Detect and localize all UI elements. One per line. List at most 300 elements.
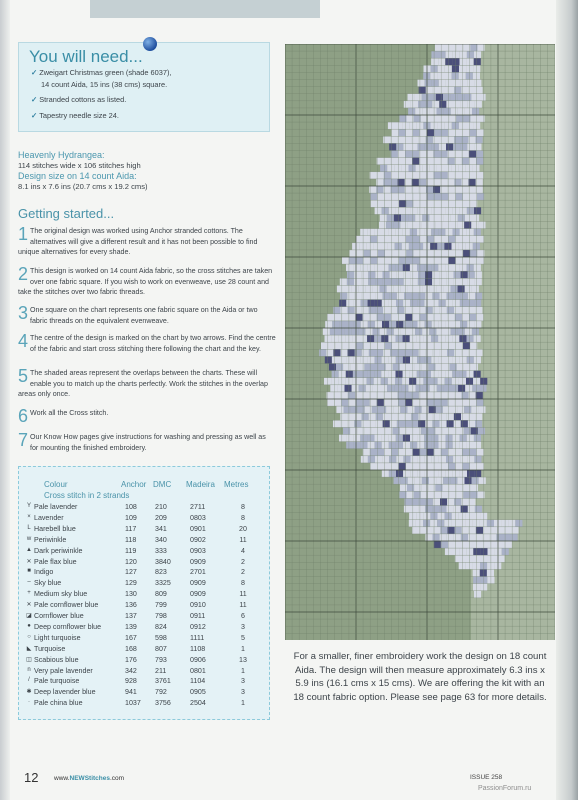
stitch-cell — [453, 456, 460, 463]
stitch-cell — [369, 413, 376, 420]
key-row — [24, 558, 264, 569]
stitch-cell — [346, 264, 353, 271]
stitch-cell — [418, 456, 425, 463]
stitch-cell — [368, 321, 375, 328]
stitch-cell — [418, 293, 425, 300]
stitch-cell — [389, 356, 396, 363]
stitch-cell — [461, 420, 468, 427]
stitch-cell — [366, 243, 373, 250]
stitch-cell — [392, 342, 399, 349]
stitch-cell — [398, 151, 405, 158]
stitch-cell — [406, 463, 413, 470]
stitch-cell — [431, 335, 438, 342]
stitch-cell — [459, 243, 466, 250]
stitch-cell — [404, 278, 411, 285]
key-metres: 6 — [241, 612, 245, 620]
stitch-cell — [357, 250, 364, 257]
stitch-cell — [417, 335, 424, 342]
header-strip — [90, 0, 320, 18]
stitch-cell — [431, 229, 438, 236]
stitch-cell — [406, 342, 413, 349]
key-madeira: 0909 — [190, 579, 206, 588]
step-7 — [18, 432, 276, 453]
stitch-cell — [456, 200, 463, 207]
stitch-cell — [417, 356, 424, 363]
stitch-cell — [340, 307, 347, 314]
stitch-cell — [387, 285, 394, 292]
stitch-cell — [451, 214, 458, 221]
stitch-cell — [357, 342, 364, 349]
stitch-cell — [406, 129, 413, 136]
stitch-cell — [437, 108, 444, 115]
stitch-cell — [408, 285, 415, 292]
stitch-cell — [420, 449, 427, 456]
step-text: Work all the Cross stitch. — [30, 409, 109, 417]
stitch-cell — [468, 349, 475, 356]
stitch-cell — [473, 548, 480, 555]
stitch-cell — [463, 250, 470, 257]
stitch-cell — [407, 115, 414, 122]
stitch-cell — [417, 442, 424, 449]
stitch-cell — [448, 158, 455, 165]
stitch-cell — [321, 342, 328, 349]
stitch-cell — [383, 413, 390, 420]
stitch-cell — [419, 151, 426, 158]
stitch-cell — [424, 300, 431, 307]
stitch-cell — [431, 207, 438, 214]
stitch-cell — [404, 101, 411, 108]
stitch-cell — [505, 541, 512, 548]
stitch-cell — [416, 243, 423, 250]
stitch-cell — [410, 335, 417, 342]
stitch-cell — [363, 449, 370, 456]
key-row — [24, 547, 264, 558]
stitch-cell — [394, 328, 401, 335]
stitch-cell — [349, 257, 356, 264]
key-dmc: 807 — [155, 644, 167, 653]
stitch-cell — [443, 222, 450, 229]
stitch-cell — [441, 463, 448, 470]
stitch-cell — [353, 435, 360, 442]
stitch-cell — [399, 115, 406, 122]
stitch-cell — [474, 435, 481, 442]
stitch-cell — [475, 420, 482, 427]
stitch-cell — [440, 413, 447, 420]
stitch-cell — [440, 293, 447, 300]
stitch-cell — [420, 236, 427, 243]
stitch-cell — [430, 520, 437, 527]
stitch-cell — [472, 328, 479, 335]
stitch-cell — [460, 264, 467, 271]
stitch-cell — [358, 285, 365, 292]
step-number: 3 — [18, 303, 29, 323]
stitch-cell — [425, 534, 432, 541]
stitch-cell — [437, 385, 444, 392]
stitch-cell — [425, 420, 432, 427]
stitch-cell — [370, 449, 377, 456]
stitch-cell — [446, 51, 453, 58]
stitch-cell — [375, 435, 382, 442]
stitch-cell — [355, 413, 362, 420]
design-stitch-count: 114 stitches wide x 106 stitches high — [18, 161, 141, 170]
stitch-cell — [383, 293, 390, 300]
stitch-cell — [339, 371, 346, 378]
stitch-cell — [380, 214, 387, 221]
stitch-cell — [474, 442, 481, 449]
stitch-cell — [447, 293, 454, 300]
stitch-cell — [418, 321, 425, 328]
stitch-cell — [377, 236, 384, 243]
stitch-cell — [453, 321, 460, 328]
stitch-cell — [404, 307, 411, 314]
stitch-cell — [458, 328, 465, 335]
stitch-cell — [356, 257, 363, 264]
stitch-cell — [411, 271, 418, 278]
stitch-cell — [392, 193, 399, 200]
stitch-cell — [415, 222, 422, 229]
stitch-cell — [438, 264, 445, 271]
key-dmc: 333 — [155, 546, 167, 555]
stitch-cell — [428, 491, 435, 498]
stitch-cell — [438, 58, 445, 65]
stitch-cell — [468, 101, 475, 108]
key-dmc: 340 — [155, 535, 167, 544]
stitch-cell — [432, 278, 439, 285]
stitch-cell — [498, 541, 505, 548]
stitch-cell — [477, 463, 484, 470]
check-icon: ✓ — [31, 95, 38, 104]
stitch-cell — [459, 335, 466, 342]
stitch-cell — [408, 94, 415, 101]
stitch-cell — [378, 193, 385, 200]
stitch-cell — [468, 307, 475, 314]
stitch-cell — [463, 115, 470, 122]
stitch-cell — [397, 278, 404, 285]
stitch-cell — [408, 385, 415, 392]
stitch-cell — [368, 271, 375, 278]
check-icon: ✓ — [31, 68, 38, 77]
stitch-cell — [455, 449, 462, 456]
stitch-cell — [456, 115, 463, 122]
stitch-cell — [498, 555, 505, 562]
stitch-cell — [389, 442, 396, 449]
stitch-cell — [454, 349, 461, 356]
stitch-cell — [398, 158, 405, 165]
stitch-cell — [353, 356, 360, 363]
stitch-cell — [422, 406, 429, 413]
key-madeira: 0909 — [190, 590, 206, 599]
stitch-cell — [375, 456, 382, 463]
stitch-cell — [339, 300, 346, 307]
stitch-cell — [467, 335, 474, 342]
key-metres: 8 — [241, 503, 245, 511]
stitch-cell — [437, 214, 444, 221]
stitch-cell — [423, 385, 430, 392]
stitch-symbol: ● — [27, 622, 31, 629]
stitch-cell — [436, 222, 443, 229]
key-anchor: 108 — [125, 503, 137, 511]
stitch-cell — [458, 165, 465, 172]
stitch-cell — [444, 385, 451, 392]
stitch-cell — [489, 534, 496, 541]
check-icon: ✓ — [31, 111, 38, 120]
key-row — [24, 645, 264, 656]
stitch-cell — [382, 456, 389, 463]
stitch-cell — [339, 435, 346, 442]
stitch-cell — [325, 335, 332, 342]
stitch-cell — [449, 257, 456, 264]
stitch-cell — [450, 94, 457, 101]
stitch-cell — [364, 250, 371, 257]
stitch-cell — [460, 80, 467, 87]
key-anchor: 1037 — [125, 699, 141, 708]
stitch-cell — [462, 172, 469, 179]
stitch-cell — [483, 527, 490, 534]
stitch-cell — [466, 520, 473, 527]
stitch-cell — [380, 285, 387, 292]
stitch-cell — [448, 236, 455, 243]
stitch-cell — [472, 285, 479, 292]
key-dmc: 824 — [155, 622, 167, 631]
stitch-cell — [415, 108, 422, 115]
stitch-cell — [391, 172, 398, 179]
stitch-cell — [379, 406, 386, 413]
stitch-cell — [359, 243, 366, 250]
stitch-cell — [411, 143, 418, 150]
stitch-cell — [470, 250, 477, 257]
stitch-cell — [465, 214, 472, 221]
stitch-cell — [360, 356, 367, 363]
key-dmc: 3840 — [155, 557, 171, 566]
key-anchor: 167 — [125, 633, 137, 642]
stitch-cell — [404, 420, 411, 427]
stitch-cell — [444, 108, 451, 115]
stitch-cell — [434, 449, 441, 456]
key-header-anchor: Anchor — [121, 480, 147, 489]
stitch-cell — [335, 342, 342, 349]
stitch-cell — [476, 555, 483, 562]
stitch-cell — [400, 364, 407, 371]
key-anchor: 941 — [125, 688, 137, 697]
stitch-cell — [422, 477, 429, 484]
stitch-cell — [463, 193, 470, 200]
stitch-cell — [454, 307, 461, 314]
key-madeira: 0912 — [190, 622, 206, 631]
stitch-cell — [382, 229, 389, 236]
stitch-cell — [390, 307, 397, 314]
stitch-cell — [343, 364, 350, 371]
stitch-cell — [475, 534, 482, 541]
stitch-cell — [442, 200, 449, 207]
stitch-cell — [426, 413, 433, 420]
key-metres: 13 — [239, 655, 247, 664]
stitch-cell — [461, 506, 468, 513]
stitch-cell — [389, 229, 396, 236]
stitch-cell — [480, 569, 487, 576]
stitch-cell — [454, 271, 461, 278]
key-header-colour: Colour — [44, 480, 68, 489]
stitch-cell — [443, 285, 450, 292]
stitch-cell — [439, 321, 446, 328]
stitch-cell — [399, 257, 406, 264]
stitch-cell — [427, 129, 434, 136]
stitch-cell — [406, 236, 413, 243]
stitch-cell — [373, 385, 380, 392]
stitch-cell — [463, 44, 470, 51]
stitch-cell — [390, 420, 397, 427]
stitch-cell — [328, 342, 335, 349]
stitch-cell — [448, 541, 455, 548]
stitch-cell — [439, 506, 446, 513]
stitch-cell — [465, 385, 472, 392]
stitch-cell — [383, 271, 390, 278]
key-name: Cornflower blue — [34, 612, 84, 620]
stitch-cell — [433, 413, 440, 420]
stitch-cell — [384, 172, 391, 179]
key-row — [24, 525, 264, 536]
stitch-cell — [438, 371, 445, 378]
stitch-cell — [418, 101, 425, 108]
stitch-cell — [456, 250, 463, 257]
stitch-cell — [351, 328, 358, 335]
stitch-cell — [356, 314, 363, 321]
stitch-cell — [451, 285, 458, 292]
stitch-cell — [439, 271, 446, 278]
stitch-cell — [330, 385, 337, 392]
stitch-cell — [424, 229, 431, 236]
stitch-cell — [403, 264, 410, 271]
stitch-cell — [469, 314, 476, 321]
stitch-cell — [406, 250, 413, 257]
stitch-cell — [446, 356, 453, 363]
key-name: Lavender — [34, 513, 64, 522]
stitch-cell — [332, 321, 339, 328]
stitch-cell — [367, 264, 374, 271]
stitch-cell — [440, 349, 447, 356]
stitch-cell — [419, 158, 426, 165]
stitch-cell — [508, 520, 515, 527]
stitch-cell — [475, 307, 482, 314]
stitch-cell — [406, 257, 413, 264]
stitch-cell — [458, 285, 465, 292]
stitch-cell — [427, 314, 434, 321]
stitch-cell — [436, 328, 443, 335]
stitch-cell — [477, 236, 484, 243]
stitch-cell — [459, 520, 466, 527]
stitch-symbol: – — [27, 579, 31, 586]
stitch-cell — [416, 165, 423, 172]
stitch-cell — [348, 399, 355, 406]
key-row — [24, 623, 264, 634]
stitch-cell — [425, 506, 432, 513]
stitch-cell — [344, 328, 351, 335]
stitch-cell — [405, 314, 412, 321]
stitch-cell — [377, 399, 384, 406]
stitch-cell — [361, 293, 368, 300]
stitch-cell — [461, 101, 468, 108]
stitch-cell — [408, 328, 415, 335]
stitch-cell — [391, 129, 398, 136]
stitch-cell — [381, 371, 388, 378]
stitch-cell — [465, 108, 472, 115]
stitch-cell — [447, 307, 454, 314]
stitch-cell — [463, 463, 470, 470]
stitch-cell — [412, 314, 419, 321]
key-row — [24, 667, 264, 678]
step-text: The original design was worked using Anchor stranded cottons. The alternatives will give a different result and it has not been possible to find unique alternatives for every shade. — [18, 227, 258, 257]
stitch-cell — [344, 285, 351, 292]
stitch-cell — [460, 321, 467, 328]
stitch-cell — [420, 463, 427, 470]
stitch-cell — [426, 158, 433, 165]
stitch-cell — [417, 371, 424, 378]
key-metres: 1 — [241, 699, 245, 708]
stitch-cell — [427, 193, 434, 200]
stitch-cell — [472, 108, 479, 115]
stitch-cell — [460, 442, 467, 449]
stitch-cell — [461, 278, 468, 285]
stitch-cell — [465, 285, 472, 292]
stitch-cell — [467, 143, 474, 150]
stitch-cell — [377, 158, 384, 165]
stitch-cell — [362, 307, 369, 314]
stitch-cell — [454, 534, 461, 541]
stitch-cell — [446, 456, 453, 463]
key-dmc: 798 — [155, 612, 167, 620]
stitch-cell — [368, 300, 375, 307]
stitch-cell — [431, 356, 438, 363]
stitch-cell — [410, 356, 417, 363]
stitch-symbol: ✕ — [26, 558, 32, 565]
stitch-cell — [474, 371, 481, 378]
stitch-cell — [442, 250, 449, 257]
step-text: Our Know How pages give instructions for washing and pressing as well as for mounting the finished embroidery. — [30, 433, 266, 452]
stitch-cell — [398, 449, 405, 456]
stitch-cell — [447, 534, 454, 541]
stitch-cell — [464, 484, 471, 491]
stitch-cell — [411, 278, 418, 285]
stitch-cell — [333, 307, 340, 314]
stitch-cell — [426, 151, 433, 158]
need-item: ✓ Tapestry needle size 24. — [31, 111, 119, 120]
stitch-cell — [403, 321, 410, 328]
stitch-cell — [455, 527, 462, 534]
key-anchor: 119 — [125, 546, 137, 555]
stitch-cell — [392, 236, 399, 243]
stitch-cell — [448, 172, 455, 179]
stitch-cell — [349, 342, 356, 349]
stitch-cell — [403, 470, 410, 477]
key-row — [24, 612, 264, 623]
step-4 — [18, 333, 276, 354]
stitch-cell — [411, 506, 418, 513]
stitch-cell — [468, 534, 475, 541]
stitch-cell — [389, 321, 396, 328]
stitch-cell — [377, 172, 384, 179]
key-dmc: 211 — [155, 666, 167, 675]
key-row — [24, 677, 264, 688]
key-metres: 8 — [241, 579, 245, 588]
stitch-cell — [353, 335, 360, 342]
stitch-cell — [467, 470, 474, 477]
stitch-cell — [334, 314, 341, 321]
stitch-cell — [444, 243, 451, 250]
stitch-cell — [438, 513, 445, 520]
stitch-cell — [449, 200, 456, 207]
stitch-cell — [424, 335, 431, 342]
stitch-cell — [424, 442, 431, 449]
stitch-cell — [477, 257, 484, 264]
